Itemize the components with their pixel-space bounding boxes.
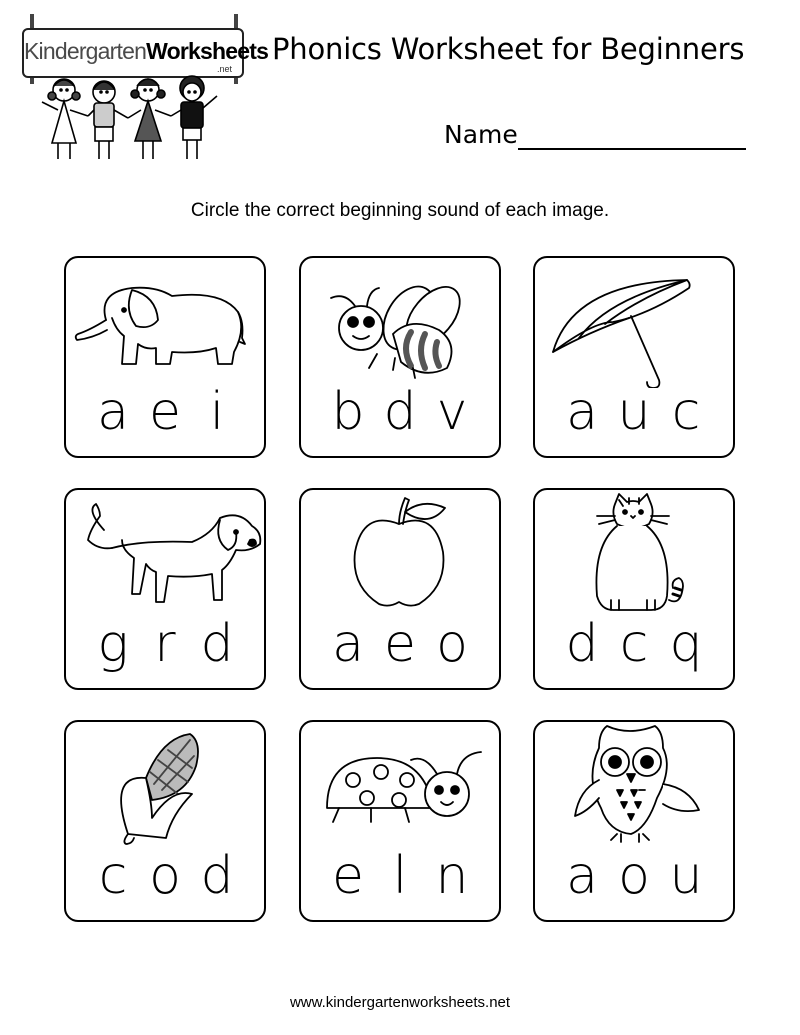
letter-choices <box>535 616 733 672</box>
picture-card-4 <box>64 488 266 690</box>
letter-choices <box>66 384 264 440</box>
picture-card-7 <box>64 720 266 922</box>
bee-icon <box>301 258 499 388</box>
letter-choice[interactable]: e <box>332 846 364 906</box>
letter-choice[interactable]: r <box>154 614 176 674</box>
letter-choice[interactable]: o <box>436 614 468 674</box>
letter-choice[interactable]: i <box>209 382 225 442</box>
picture-card-6 <box>533 488 735 690</box>
picture-card-2 <box>299 256 501 458</box>
letter-choice[interactable]: n <box>435 846 469 906</box>
letter-choice[interactable]: c <box>619 614 649 674</box>
letter-choice[interactable]: c <box>671 382 701 442</box>
picture-card-1 <box>64 256 266 458</box>
letter-choice[interactable]: a <box>566 382 598 442</box>
letter-choices <box>66 848 264 904</box>
letter-choice[interactable]: l <box>392 846 408 906</box>
site-logo <box>16 14 269 164</box>
letter-choice[interactable]: q <box>669 614 703 674</box>
umbrella-icon <box>535 258 733 388</box>
corn-icon <box>66 722 264 852</box>
letter-choice[interactable]: e <box>149 382 181 442</box>
name-field[interactable] <box>518 148 746 150</box>
picture-card-3 <box>533 256 735 458</box>
letter-choice[interactable]: g <box>97 614 129 674</box>
letter-choice[interactable]: u <box>617 382 651 442</box>
dog-icon <box>66 490 264 620</box>
letter-choices <box>535 848 733 904</box>
letter-choice[interactable]: d <box>200 846 234 906</box>
apple-icon <box>301 490 499 620</box>
owl-icon <box>535 722 733 852</box>
letter-choices <box>301 616 499 672</box>
letter-choice[interactable]: u <box>669 846 703 906</box>
footer-url: www.kindergartenworksheets.net <box>289 994 511 1011</box>
letter-choice[interactable]: d <box>383 382 417 442</box>
cat-icon <box>535 490 733 620</box>
letter-choices <box>66 616 264 672</box>
kids-holding-hands-icon <box>28 70 240 168</box>
letter-choice[interactable]: b <box>331 382 365 442</box>
elephant-icon <box>66 258 264 388</box>
letter-choice[interactable]: d <box>200 614 234 674</box>
letter-choices <box>301 848 499 904</box>
letter-choice[interactable]: c <box>98 846 128 906</box>
letter-choice[interactable]: d <box>565 614 599 674</box>
letter-choice[interactable]: o <box>149 846 181 906</box>
picture-card-8 <box>299 720 501 922</box>
logo-text: KindergartenWorksheets <box>24 38 269 64</box>
picture-card-9 <box>533 720 735 922</box>
letter-choices <box>535 384 733 440</box>
worksheet-title: Phonics Worksheet for Beginners <box>272 32 745 66</box>
name-label: Name <box>444 120 518 149</box>
letter-choice[interactable]: v <box>436 382 468 442</box>
ladybug-icon <box>301 722 499 852</box>
logo-tld: .net <box>216 64 232 74</box>
letter-choice[interactable]: a <box>97 382 129 442</box>
letter-choice[interactable]: a <box>566 846 598 906</box>
letter-choice[interactable]: o <box>618 846 650 906</box>
letter-choices <box>301 384 499 440</box>
picture-card-5 <box>299 488 501 690</box>
instructions: Circle the correct beginning sound of each image. <box>190 200 610 221</box>
letter-choice[interactable]: a <box>332 614 364 674</box>
letter-choice[interactable]: e <box>384 614 416 674</box>
